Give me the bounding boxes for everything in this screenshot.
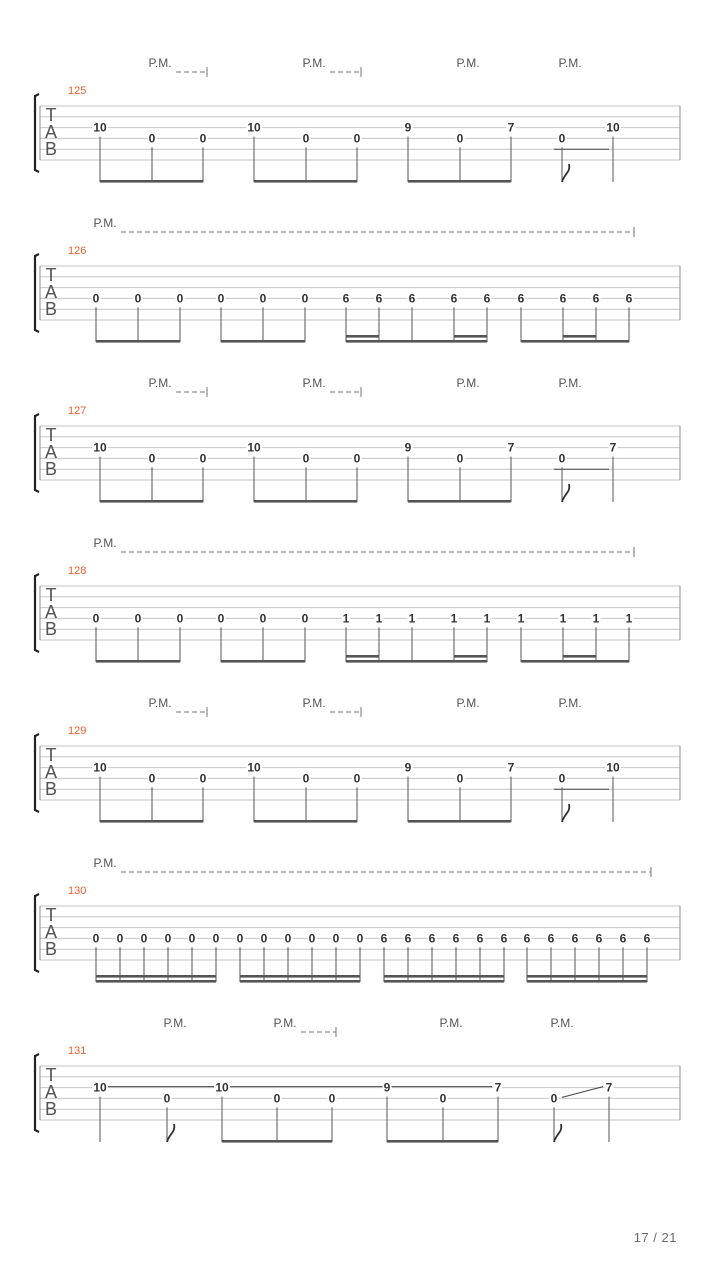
fret-number: 0 bbox=[284, 931, 292, 946]
fret-number: 10 bbox=[93, 1080, 107, 1095]
fret-number: 10 bbox=[93, 120, 107, 135]
tab-clef-letter: T bbox=[45, 425, 57, 445]
beam bbox=[384, 980, 504, 983]
palm-mute-label: P.M. bbox=[550, 1016, 574, 1030]
beam bbox=[100, 180, 203, 183]
beam bbox=[96, 340, 180, 343]
fret-number: 9 bbox=[404, 120, 412, 135]
fret-number: 6 bbox=[517, 291, 525, 306]
fret-number: 6 bbox=[450, 291, 458, 306]
beam bbox=[408, 180, 511, 183]
tab-clef-letter: B bbox=[44, 299, 58, 319]
tab-clef-letter: T bbox=[45, 265, 57, 285]
beam-sixteenth bbox=[346, 335, 379, 338]
beam-sixteenth bbox=[454, 335, 487, 338]
fret-number: 0 bbox=[92, 291, 100, 306]
fret-number: 0 bbox=[148, 451, 156, 466]
fret-number: 1 bbox=[517, 611, 525, 626]
fret-number: 1 bbox=[450, 611, 458, 626]
beam bbox=[408, 500, 511, 503]
beam bbox=[240, 975, 360, 978]
palm-mute-label: P.M. bbox=[439, 1016, 463, 1030]
fret-number: 6 bbox=[643, 931, 651, 946]
eighth-flag bbox=[167, 1124, 174, 1142]
fret-number: 0 bbox=[353, 451, 361, 466]
fret-number: 6 bbox=[483, 291, 491, 306]
beam bbox=[521, 340, 629, 343]
fret-number: 0 bbox=[301, 611, 309, 626]
fret-number: 0 bbox=[260, 931, 268, 946]
tab-clef-letter: B bbox=[44, 939, 58, 959]
fret-number: 6 bbox=[476, 931, 484, 946]
fret-number: 6 bbox=[408, 291, 416, 306]
fret-number: 0 bbox=[332, 931, 340, 946]
fret-number: 7 bbox=[507, 760, 515, 775]
beam bbox=[221, 660, 305, 663]
tab-clef-letter: B bbox=[44, 619, 58, 639]
palm-mute-label: P.M. bbox=[456, 56, 480, 70]
fret-number: 6 bbox=[619, 931, 627, 946]
tab-clef-letter: A bbox=[44, 602, 58, 622]
fret-number: 0 bbox=[236, 931, 244, 946]
fret-number: 0 bbox=[148, 771, 156, 786]
palm-mute-label: P.M. bbox=[302, 696, 326, 710]
tab-clef-letter: A bbox=[44, 922, 58, 942]
beam-sixteenth bbox=[454, 655, 487, 658]
fret-number: 6 bbox=[559, 291, 567, 306]
tab-clef-letter: T bbox=[45, 1065, 57, 1085]
fret-number: 6 bbox=[452, 931, 460, 946]
palm-mute-label: P.M. bbox=[302, 376, 326, 390]
fret-number: 10 bbox=[93, 440, 107, 455]
system-bracket bbox=[35, 1054, 39, 1132]
fret-number: 6 bbox=[625, 291, 633, 306]
fret-number: 9 bbox=[383, 1080, 391, 1095]
fret-number: 0 bbox=[356, 931, 364, 946]
eighth-flag bbox=[562, 484, 569, 502]
fret-number: 6 bbox=[342, 291, 350, 306]
fret-number: 6 bbox=[523, 931, 531, 946]
measure-number: 126 bbox=[68, 245, 87, 257]
beam-sixteenth bbox=[346, 655, 379, 658]
fret-number: 0 bbox=[116, 931, 124, 946]
fret-number: 0 bbox=[176, 611, 184, 626]
beam bbox=[254, 500, 357, 503]
fret-number: 0 bbox=[456, 451, 464, 466]
palm-mute-label: P.M. bbox=[93, 536, 117, 550]
measure-number: 125 bbox=[68, 85, 87, 97]
palm-mute-label: P.M. bbox=[273, 1016, 297, 1030]
fret-number: 0 bbox=[148, 131, 156, 146]
fret-number: 10 bbox=[247, 440, 261, 455]
fret-number: 10 bbox=[606, 760, 620, 775]
beam bbox=[387, 1140, 498, 1143]
measure-number: 131 bbox=[68, 1045, 87, 1057]
tab-system-130 bbox=[35, 856, 680, 983]
palm-mute-label: P.M. bbox=[148, 376, 172, 390]
palm-mute-label: P.M. bbox=[558, 696, 582, 710]
fret-number: 10 bbox=[93, 760, 107, 775]
fret-number: 0 bbox=[558, 131, 566, 146]
beam bbox=[521, 660, 629, 663]
fret-number: 6 bbox=[571, 931, 579, 946]
tab-clef-letter: B bbox=[44, 1099, 58, 1119]
tab-clef-letter: A bbox=[44, 442, 58, 462]
beam bbox=[346, 660, 487, 663]
fret-number: 0 bbox=[558, 771, 566, 786]
tab-clef-letter: A bbox=[44, 282, 58, 302]
fret-number: 0 bbox=[259, 291, 267, 306]
tab-clef-letter: B bbox=[44, 139, 58, 159]
fret-number: 0 bbox=[550, 1091, 558, 1106]
palm-mute-label: P.M. bbox=[456, 696, 480, 710]
beam bbox=[96, 975, 216, 978]
tab-clef-letter: T bbox=[45, 585, 57, 605]
beam-sixteenth bbox=[563, 655, 596, 658]
fret-number: 0 bbox=[92, 611, 100, 626]
beam bbox=[346, 340, 487, 343]
fret-number: 0 bbox=[302, 451, 310, 466]
tab-system-127 bbox=[35, 376, 680, 503]
palm-mute-label: P.M. bbox=[558, 376, 582, 390]
fret-number: 1 bbox=[592, 611, 600, 626]
fret-number: 0 bbox=[259, 611, 267, 626]
measure-number: 130 bbox=[68, 885, 87, 897]
tab-system-126 bbox=[35, 216, 680, 343]
fret-number: 0 bbox=[328, 1091, 336, 1106]
fret-number: 0 bbox=[217, 611, 225, 626]
fret-number: 7 bbox=[605, 1080, 613, 1095]
slide-line bbox=[562, 1087, 603, 1098]
fret-number: 10 bbox=[247, 760, 261, 775]
fret-number: 0 bbox=[140, 931, 148, 946]
fret-number: 0 bbox=[302, 131, 310, 146]
system-bracket bbox=[35, 414, 39, 492]
fret-number: 1 bbox=[342, 611, 350, 626]
palm-mute-label: P.M. bbox=[148, 56, 172, 70]
fret-number: 0 bbox=[353, 771, 361, 786]
fret-number: 9 bbox=[404, 760, 412, 775]
measure-number: 129 bbox=[68, 725, 87, 737]
fret-number: 10 bbox=[247, 120, 261, 135]
beam bbox=[254, 820, 357, 823]
fret-number: 0 bbox=[163, 1091, 171, 1106]
fret-number: 0 bbox=[456, 131, 464, 146]
palm-mute-label: P.M. bbox=[302, 56, 326, 70]
fret-number: 6 bbox=[375, 291, 383, 306]
tab-system-129 bbox=[35, 696, 680, 823]
system-bracket bbox=[35, 254, 39, 332]
tab-system-128 bbox=[35, 536, 680, 663]
tab-system-125 bbox=[35, 56, 680, 183]
fret-number: 7 bbox=[494, 1080, 502, 1095]
beam bbox=[100, 500, 203, 503]
eighth-flag bbox=[562, 164, 569, 182]
fret-number: 1 bbox=[483, 611, 491, 626]
fret-number: 0 bbox=[92, 931, 100, 946]
beam bbox=[384, 975, 504, 978]
fret-number: 6 bbox=[380, 931, 388, 946]
eighth-flag bbox=[562, 804, 569, 822]
fret-number: 0 bbox=[302, 771, 310, 786]
measure-number: 128 bbox=[68, 565, 87, 577]
fret-number: 0 bbox=[212, 931, 220, 946]
fret-number: 0 bbox=[273, 1091, 281, 1106]
fret-number: 10 bbox=[606, 120, 620, 135]
palm-mute-label: P.M. bbox=[163, 1016, 187, 1030]
fret-number: 10 bbox=[215, 1080, 229, 1095]
fret-number: 0 bbox=[439, 1091, 447, 1106]
fret-number: 6 bbox=[547, 931, 555, 946]
fret-number: 0 bbox=[176, 291, 184, 306]
tab-clef-letter: T bbox=[45, 905, 57, 925]
beam bbox=[221, 340, 305, 343]
palm-mute-label: P.M. bbox=[148, 696, 172, 710]
fret-number: 0 bbox=[308, 931, 316, 946]
tab-clef-letter: A bbox=[44, 122, 58, 142]
fret-number: 6 bbox=[404, 931, 412, 946]
fret-number: 0 bbox=[456, 771, 464, 786]
system-bracket bbox=[35, 894, 39, 972]
tab-clef-letter: A bbox=[44, 762, 58, 782]
palm-mute-label: P.M. bbox=[93, 216, 117, 230]
page-indicator: 17 / 21 bbox=[633, 1230, 677, 1245]
beam bbox=[240, 980, 360, 983]
tab-clef-letter: B bbox=[44, 459, 58, 479]
beam bbox=[408, 820, 511, 823]
fret-number: 6 bbox=[592, 291, 600, 306]
beam bbox=[100, 820, 203, 823]
fret-number: 7 bbox=[507, 440, 515, 455]
fret-number: 0 bbox=[217, 291, 225, 306]
fret-number: 1 bbox=[625, 611, 633, 626]
fret-number: 1 bbox=[408, 611, 416, 626]
eighth-flag bbox=[554, 1124, 561, 1142]
beam bbox=[527, 980, 647, 983]
fret-number: 0 bbox=[199, 451, 207, 466]
fret-number: 7 bbox=[507, 120, 515, 135]
fret-number: 0 bbox=[558, 451, 566, 466]
palm-mute-label: P.M. bbox=[93, 856, 117, 870]
system-bracket bbox=[35, 734, 39, 812]
fret-number: 7 bbox=[609, 440, 617, 455]
fret-number: 0 bbox=[199, 771, 207, 786]
beam bbox=[527, 975, 647, 978]
beam bbox=[254, 180, 357, 183]
fret-number: 0 bbox=[134, 611, 142, 626]
fret-number: 0 bbox=[164, 931, 172, 946]
palm-mute-label: P.M. bbox=[558, 56, 582, 70]
fret-number: 9 bbox=[404, 440, 412, 455]
fret-number: 0 bbox=[301, 291, 309, 306]
tab-system-131 bbox=[35, 1016, 680, 1143]
palm-mute-label: P.M. bbox=[456, 376, 480, 390]
system-bracket bbox=[35, 574, 39, 652]
tab-clef-letter: A bbox=[44, 1082, 58, 1102]
fret-number: 6 bbox=[500, 931, 508, 946]
measure-number: 127 bbox=[68, 405, 87, 417]
beam-sixteenth bbox=[563, 335, 596, 338]
beam bbox=[96, 980, 216, 983]
fret-number: 1 bbox=[375, 611, 383, 626]
fret-number: 1 bbox=[559, 611, 567, 626]
fret-number: 6 bbox=[428, 931, 436, 946]
tab-clef-letter: T bbox=[45, 105, 57, 125]
fret-number: 6 bbox=[595, 931, 603, 946]
fret-number: 0 bbox=[199, 131, 207, 146]
beam bbox=[222, 1140, 332, 1143]
beam bbox=[96, 660, 180, 663]
system-bracket bbox=[35, 94, 39, 172]
fret-number: 0 bbox=[353, 131, 361, 146]
fret-number: 0 bbox=[134, 291, 142, 306]
tab-clef-letter: B bbox=[44, 779, 58, 799]
tab-clef-letter: T bbox=[45, 745, 57, 765]
fret-number: 0 bbox=[188, 931, 196, 946]
